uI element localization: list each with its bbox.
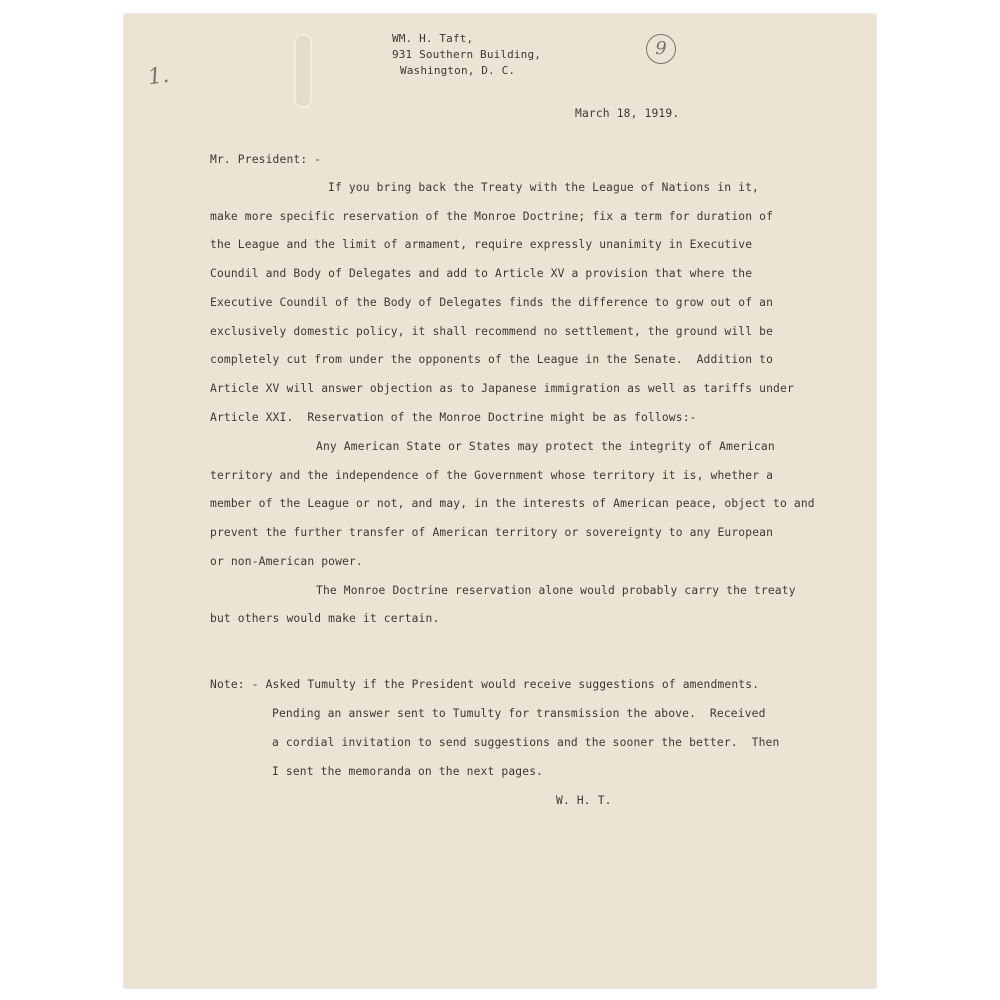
body-line: exclusively domestic policy, it shall recommend no settlement, the ground will be (210, 325, 774, 338)
closing-line: but others would make it certain. (210, 612, 440, 625)
reservation-line: or non-American power. (210, 555, 363, 568)
note-line: I sent the memoranda on the next pages. (272, 765, 544, 778)
handwritten-page-mark: 1. (146, 62, 171, 91)
letterhead-city: Washington, D. C. (400, 64, 516, 77)
body-line: the League and the limit of armament, require expressly unanimity in Executive (210, 238, 753, 251)
note-line: a cordial invitation to send suggestions and the sooner the better. Then (272, 736, 780, 749)
letter-date: March 18, 1919. (575, 107, 680, 120)
body-line: Article XXI. Reservation of the Monroe Doctrine might be as follows:- (210, 411, 697, 424)
reservation-line: member of the League or not, and may, in the interests of American peace, object to and (210, 497, 815, 510)
body-line: Article XV will answer objection as to Japanese immigration as well as tariffs under (210, 382, 794, 395)
letterhead-address: 931 Southern Building, (392, 48, 541, 61)
reservation-line: prevent the further transfer of American territory or sovereignty to any European (210, 526, 774, 539)
body-line: If you bring back the Treaty with the League of Nations in it, (328, 181, 759, 194)
binder-slot (294, 34, 312, 108)
reservation-line: territory and the independence of the Government whose territory it is, whether a (210, 469, 774, 482)
body-line: completely cut from under the opponents of the League in the Senate. Addition to (210, 353, 774, 366)
body-line: Executive Coundil of the Body of Delegates finds the difference to grow out of an (210, 296, 774, 309)
body-line: make more specific reservation of the Monroe Doctrine; fix a term for duration of (210, 210, 774, 223)
handwritten-circled-number: 9 (646, 34, 676, 64)
note-line: Pending an answer sent to Tumulty for transmission the above. Received (272, 707, 766, 720)
closing-line: The Monroe Doctrine reservation alone would probably carry the treaty (316, 584, 796, 597)
salutation: Mr. President: - (210, 153, 322, 166)
body-line: Coundil and Body of Delegates and add to Article XV a provision that where the (210, 267, 753, 280)
letterhead-name: WM. H. Taft, (392, 32, 474, 45)
note-first-line: Note: - Asked Tumulty if the President would receive suggestions of amendments. (210, 678, 760, 691)
reservation-line: Any American State or States may protect the integrity of American (316, 440, 775, 453)
signature-initials: W. H. T. (556, 794, 612, 807)
